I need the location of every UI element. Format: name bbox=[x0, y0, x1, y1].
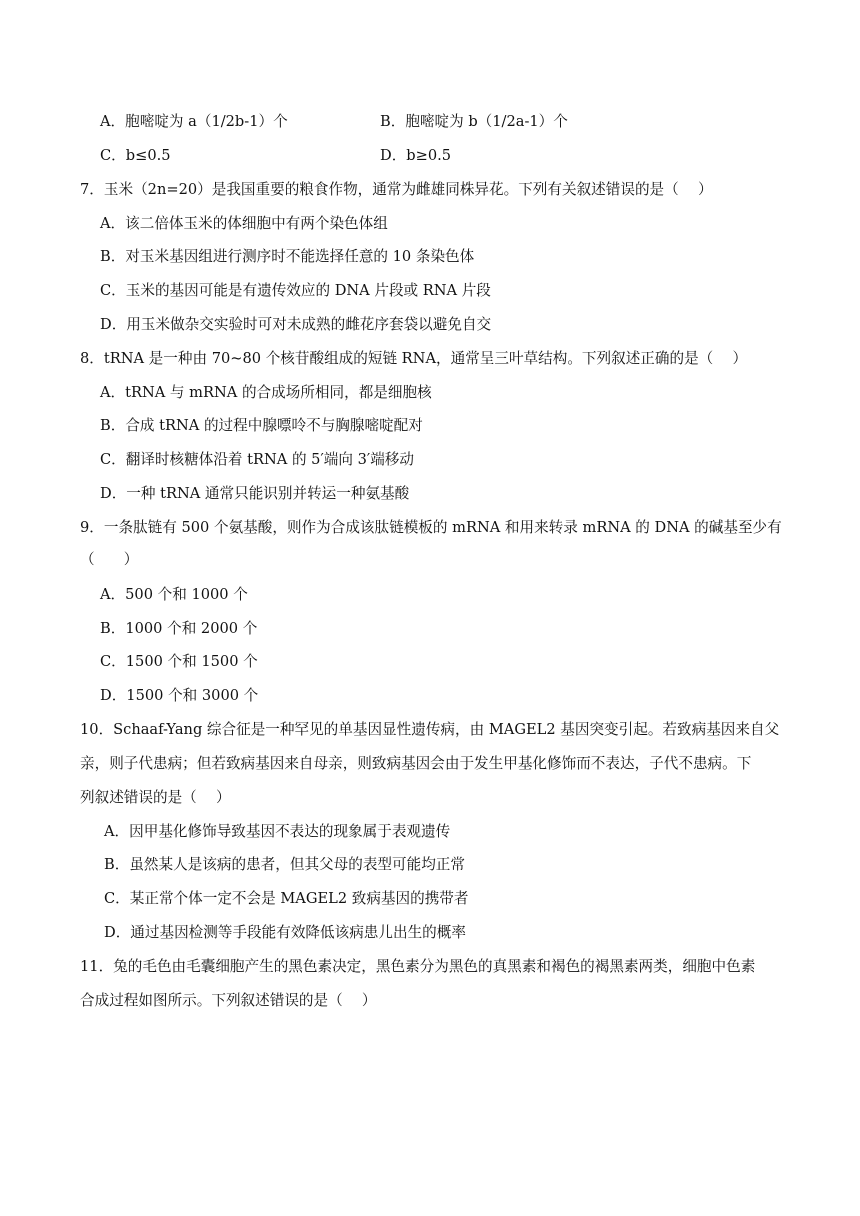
q6-option-b: B．胞嘧啶为 b（1/2a-1）个 bbox=[380, 113, 568, 130]
q9-option-a: A．500 个和 1000 个 bbox=[100, 586, 248, 603]
q6-option-d: D．b≥0.5 bbox=[380, 147, 452, 164]
q6-option-a: A．胞嘧啶为 a（1/2b-1）个 bbox=[100, 113, 288, 130]
q7-option-c: C．玉米的基因可能是有遗传效应的 DNA 片段或 RNA 片段 bbox=[100, 282, 491, 299]
q9-option-c: C．1500 个和 1500 个 bbox=[100, 653, 258, 670]
q9-stem-line2: （ ） bbox=[80, 551, 139, 568]
q9-stem-line1: 9．一条肽链有 500 个氨基酸，则作为合成该肽链模板的 mRNA 和用来转录 mRNA 的 DNA 的碱基至少有 bbox=[80, 519, 782, 536]
q8-option-b: B．合成 tRNA 的过程中腺嘌呤不与胸腺嘧啶配对 bbox=[100, 417, 423, 434]
q10-stem-line3: 列叙述错误的是（ ） bbox=[80, 789, 231, 806]
q8-option-d: D．一种 tRNA 通常只能识别并转运一种氨基酸 bbox=[100, 485, 410, 502]
q10-option-c: C．某正常个体一定不会是 MAGEL2 致病基因的携带者 bbox=[104, 890, 469, 907]
q7-option-a: A．该二倍体玉米的体细胞中有两个染色体组 bbox=[100, 215, 388, 232]
q9-option-b: B．1000 个和 2000 个 bbox=[100, 620, 258, 637]
q6-option-c: C．b≤0.5 bbox=[100, 147, 171, 164]
q8-option-a: A．tRNA 与 mRNA 的合成场所相同，都是细胞核 bbox=[100, 384, 432, 401]
q11-stem-line1: 11．兔的毛色由毛囊细胞产生的黑色素决定，黑色素分为黑色的真黑素和褐色的褐黑素两类，细胞中色素 bbox=[80, 958, 756, 975]
q11-stem-line2: 合成过程如图所示。下列叙述错误的是（ ） bbox=[80, 992, 377, 1009]
q10-option-a: A．因甲基化修饰导致基因不表达的现象属于表观遗传 bbox=[104, 823, 451, 840]
q7-option-b: B．对玉米基因组进行测序时不能选择任意的 10 条染色体 bbox=[100, 248, 475, 265]
q8-option-c: C．翻译时核糖体沿着 tRNA 的 5′端向 3′端移动 bbox=[100, 451, 414, 468]
q9-option-d: D．1500 个和 3000 个 bbox=[100, 687, 259, 704]
q8-stem: 8．tRNA 是一种由 70~80 个核苷酸组成的短链 RNA，通常呈三叶草结构。下列叙述正确的是（ ） bbox=[80, 350, 748, 367]
q7-option-d: D．用玉米做杂交实验时可对未成熟的雌花序套袋以避免自交 bbox=[100, 316, 492, 333]
q10-stem-line2: 亲，则子代患病；但若致病基因来自母亲，则致病基因会由于发生甲基化修饰而不表达，子代不患病。下 bbox=[80, 755, 752, 772]
q10-option-b: B．虽然某人是该病的患者，但其父母的表型可能均正常 bbox=[104, 856, 465, 873]
q7-stem: 7．玉米（2n=20）是我国重要的粮食作物，通常为雌雄同株异花。下列有关叙述错误的是（ ） bbox=[80, 181, 713, 198]
q10-stem-line1: 10．Schaaf-Yang 综合征是一种罕见的单基因显性遗传病，由 MAGEL2 基因突变引起。若致病基因来自父 bbox=[80, 721, 780, 738]
q10-option-d: D．通过基因检测等手段能有效降低该病患儿出生的概率 bbox=[104, 924, 466, 941]
